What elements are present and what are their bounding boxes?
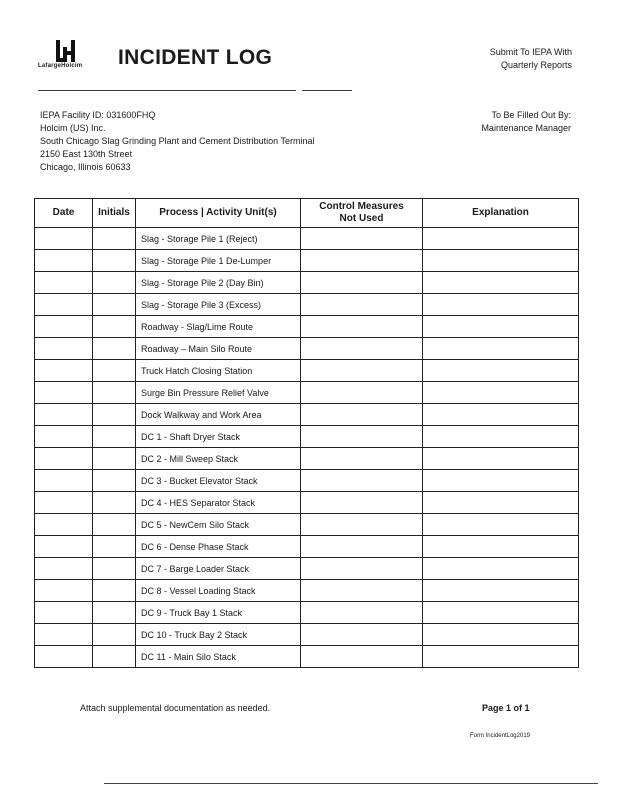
date-cell[interactable]	[35, 470, 93, 492]
table-row	[35, 382, 579, 404]
initials-cell[interactable]	[93, 316, 136, 338]
initials-cell[interactable]	[93, 514, 136, 536]
table-row	[35, 228, 579, 250]
control-measures-cell[interactable]	[301, 272, 423, 294]
control-measures-cell[interactable]	[301, 382, 423, 404]
date-cell[interactable]	[35, 558, 93, 580]
table-row	[35, 602, 579, 624]
control-measures-cell[interactable]	[301, 602, 423, 624]
process-cell: DC 4 - HES Separator Stack	[136, 492, 301, 514]
facility-id: IEPA Facility ID: 031600FHQ	[40, 110, 156, 120]
facility-plant: South Chicago Slag Grinding Plant and Cement Distribution Terminal	[40, 136, 315, 146]
header-control-line-1: Control Measures	[319, 201, 404, 212]
control-measures-cell[interactable]	[301, 404, 423, 426]
initials-cell[interactable]	[93, 272, 136, 294]
facility-company: Holcim (US) Inc.	[40, 123, 106, 133]
form-id: Form IncidentLog2019	[469, 733, 530, 739]
explanation-cell[interactable]	[423, 558, 579, 580]
table-row	[35, 558, 579, 580]
initials-cell[interactable]	[93, 646, 136, 668]
process-cell: Slag - Storage Pile 1 De-Lumper	[136, 250, 301, 272]
header-rule-short	[302, 90, 352, 91]
footer-rule	[104, 783, 598, 784]
control-measures-cell[interactable]	[301, 426, 423, 448]
submit-line-2: Quarterly Reports	[500, 60, 572, 70]
initials-cell[interactable]	[93, 536, 136, 558]
explanation-cell[interactable]	[423, 294, 579, 316]
initials-cell[interactable]	[93, 404, 136, 426]
brand-name: LafargeHolcim	[38, 63, 83, 69]
initials-cell[interactable]	[93, 294, 136, 316]
submit-line-1: Submit To IEPA With	[489, 47, 572, 57]
control-measures-cell[interactable]	[301, 536, 423, 558]
header-control-measures	[301, 199, 423, 228]
explanation-cell[interactable]	[423, 404, 579, 426]
date-cell[interactable]	[35, 580, 93, 602]
process-cell: DC 8 - Vessel Loading Stack	[136, 580, 301, 602]
initials-cell[interactable]	[93, 338, 136, 360]
initials-cell[interactable]	[93, 228, 136, 250]
initials-cell[interactable]	[93, 492, 136, 514]
table-row	[35, 250, 579, 272]
control-measures-cell[interactable]	[301, 316, 423, 338]
date-cell[interactable]	[35, 426, 93, 448]
process-cell: DC 7 - Barge Loader Stack	[136, 558, 301, 580]
page-title: INCIDENT LOG	[118, 46, 273, 69]
table-row	[35, 404, 579, 426]
date-cell[interactable]	[35, 316, 93, 338]
table-row	[35, 492, 579, 514]
facility-street: 2150 East 130th Street	[40, 149, 133, 159]
table-body	[35, 228, 579, 668]
date-cell[interactable]	[35, 602, 93, 624]
process-cell: DC 2 - Mill Sweep Stack	[136, 448, 301, 470]
header-explanation: Explanation	[423, 199, 579, 228]
date-cell[interactable]	[35, 272, 93, 294]
control-measures-cell[interactable]	[301, 624, 423, 646]
explanation-cell[interactable]	[423, 448, 579, 470]
explanation-cell[interactable]	[423, 646, 579, 668]
initials-cell[interactable]	[93, 580, 136, 602]
control-measures-cell[interactable]	[301, 448, 423, 470]
explanation-cell[interactable]	[423, 514, 579, 536]
attach-note: Attach supplemental documentation as needed.	[80, 703, 271, 713]
date-cell[interactable]	[35, 624, 93, 646]
date-cell[interactable]	[35, 448, 93, 470]
lh-logo-icon	[56, 40, 76, 62]
initials-cell[interactable]	[93, 426, 136, 448]
table-row	[35, 294, 579, 316]
control-measures-cell[interactable]	[301, 646, 423, 668]
control-measures-cell[interactable]	[301, 250, 423, 272]
control-measures-cell[interactable]	[301, 558, 423, 580]
explanation-cell[interactable]	[423, 426, 579, 448]
date-cell[interactable]	[35, 536, 93, 558]
explanation-cell[interactable]	[423, 624, 579, 646]
explanation-cell[interactable]	[423, 316, 579, 338]
initials-cell[interactable]	[93, 470, 136, 492]
process-cell: DC 1 - Shaft Dryer Stack	[136, 426, 301, 448]
control-measures-cell[interactable]	[301, 580, 423, 602]
header-control-line-2: Not Used	[339, 213, 384, 224]
incident-log-table	[34, 198, 579, 668]
control-measures-cell[interactable]	[301, 294, 423, 316]
process-cell: Slag - Storage Pile 1 (Reject)	[136, 228, 301, 250]
date-cell[interactable]	[35, 294, 93, 316]
date-cell[interactable]	[35, 228, 93, 250]
filled-by-role: Maintenance Manager	[481, 123, 571, 133]
process-cell: Roadway – Main Silo Route	[136, 338, 301, 360]
table-row	[35, 580, 579, 602]
filled-by-info	[481, 109, 571, 135]
table-row	[35, 470, 579, 492]
initials-cell[interactable]	[93, 624, 136, 646]
table-row	[35, 624, 579, 646]
table-row	[35, 514, 579, 536]
process-cell: DC 11 - Main Silo Stack	[136, 646, 301, 668]
explanation-cell[interactable]	[423, 602, 579, 624]
table-row	[35, 338, 579, 360]
page-number: Page 1 of 1	[482, 703, 530, 713]
control-measures-cell[interactable]	[301, 492, 423, 514]
date-cell[interactable]	[35, 646, 93, 668]
initials-cell[interactable]	[93, 602, 136, 624]
process-cell: DC 6 - Dense Phase Stack	[136, 536, 301, 558]
date-cell[interactable]	[35, 338, 93, 360]
explanation-cell[interactable]	[423, 580, 579, 602]
initials-cell[interactable]	[93, 382, 136, 404]
explanation-cell[interactable]	[423, 338, 579, 360]
table-row	[35, 536, 579, 558]
initials-cell[interactable]	[93, 250, 136, 272]
process-cell: Truck Hatch Closing Station	[136, 360, 301, 382]
header-process: Process | Activity Unit(s)	[136, 199, 301, 228]
initials-cell[interactable]	[93, 448, 136, 470]
table-row	[35, 316, 579, 338]
process-cell: DC 5 - NewCem Silo Stack	[136, 514, 301, 536]
company-logo	[38, 40, 92, 69]
explanation-cell[interactable]	[423, 250, 579, 272]
header-rule	[38, 90, 296, 91]
date-cell[interactable]	[35, 360, 93, 382]
facility-city: Chicago, Illinois 60633	[40, 162, 131, 172]
explanation-cell[interactable]	[423, 272, 579, 294]
control-measures-cell[interactable]	[301, 514, 423, 536]
process-cell: Slag - Storage Pile 2 (Day Bin)	[136, 272, 301, 294]
submit-instructions	[490, 46, 572, 72]
date-cell[interactable]	[35, 514, 93, 536]
process-cell: Surge Bin Pressure Relief Valve	[136, 382, 301, 404]
process-cell: Slag - Storage Pile 3 (Excess)	[136, 294, 301, 316]
filled-by-label: To Be Filled Out By:	[491, 110, 571, 120]
facility-info	[40, 109, 314, 174]
process-cell: DC 9 - Truck Bay 1 Stack	[136, 602, 301, 624]
process-cell: DC 10 - Truck Bay 2 Stack	[136, 624, 301, 646]
table-row	[35, 272, 579, 294]
control-measures-cell[interactable]	[301, 338, 423, 360]
header-date: Date	[35, 199, 93, 228]
initials-cell[interactable]	[93, 360, 136, 382]
process-cell: DC 3 - Bucket Elevator Stack	[136, 470, 301, 492]
explanation-cell[interactable]	[423, 360, 579, 382]
control-measures-cell[interactable]	[301, 470, 423, 492]
table-row	[35, 360, 579, 382]
table-row	[35, 426, 579, 448]
date-cell[interactable]	[35, 382, 93, 404]
date-cell[interactable]	[35, 492, 93, 514]
initials-cell[interactable]	[93, 558, 136, 580]
explanation-cell[interactable]	[423, 470, 579, 492]
control-measures-cell[interactable]	[301, 228, 423, 250]
explanation-cell[interactable]	[423, 492, 579, 514]
explanation-cell[interactable]	[423, 228, 579, 250]
process-cell: Roadway - Slag/Lime Route	[136, 316, 301, 338]
process-cell: Dock Walkway and Work Area	[136, 404, 301, 426]
date-cell[interactable]	[35, 404, 93, 426]
table-header-row	[35, 199, 579, 228]
explanation-cell[interactable]	[423, 536, 579, 558]
table-row	[35, 646, 579, 668]
control-measures-cell[interactable]	[301, 360, 423, 382]
header-initials: Initials	[93, 199, 136, 228]
date-cell[interactable]	[35, 250, 93, 272]
table-row	[35, 448, 579, 470]
explanation-cell[interactable]	[423, 382, 579, 404]
